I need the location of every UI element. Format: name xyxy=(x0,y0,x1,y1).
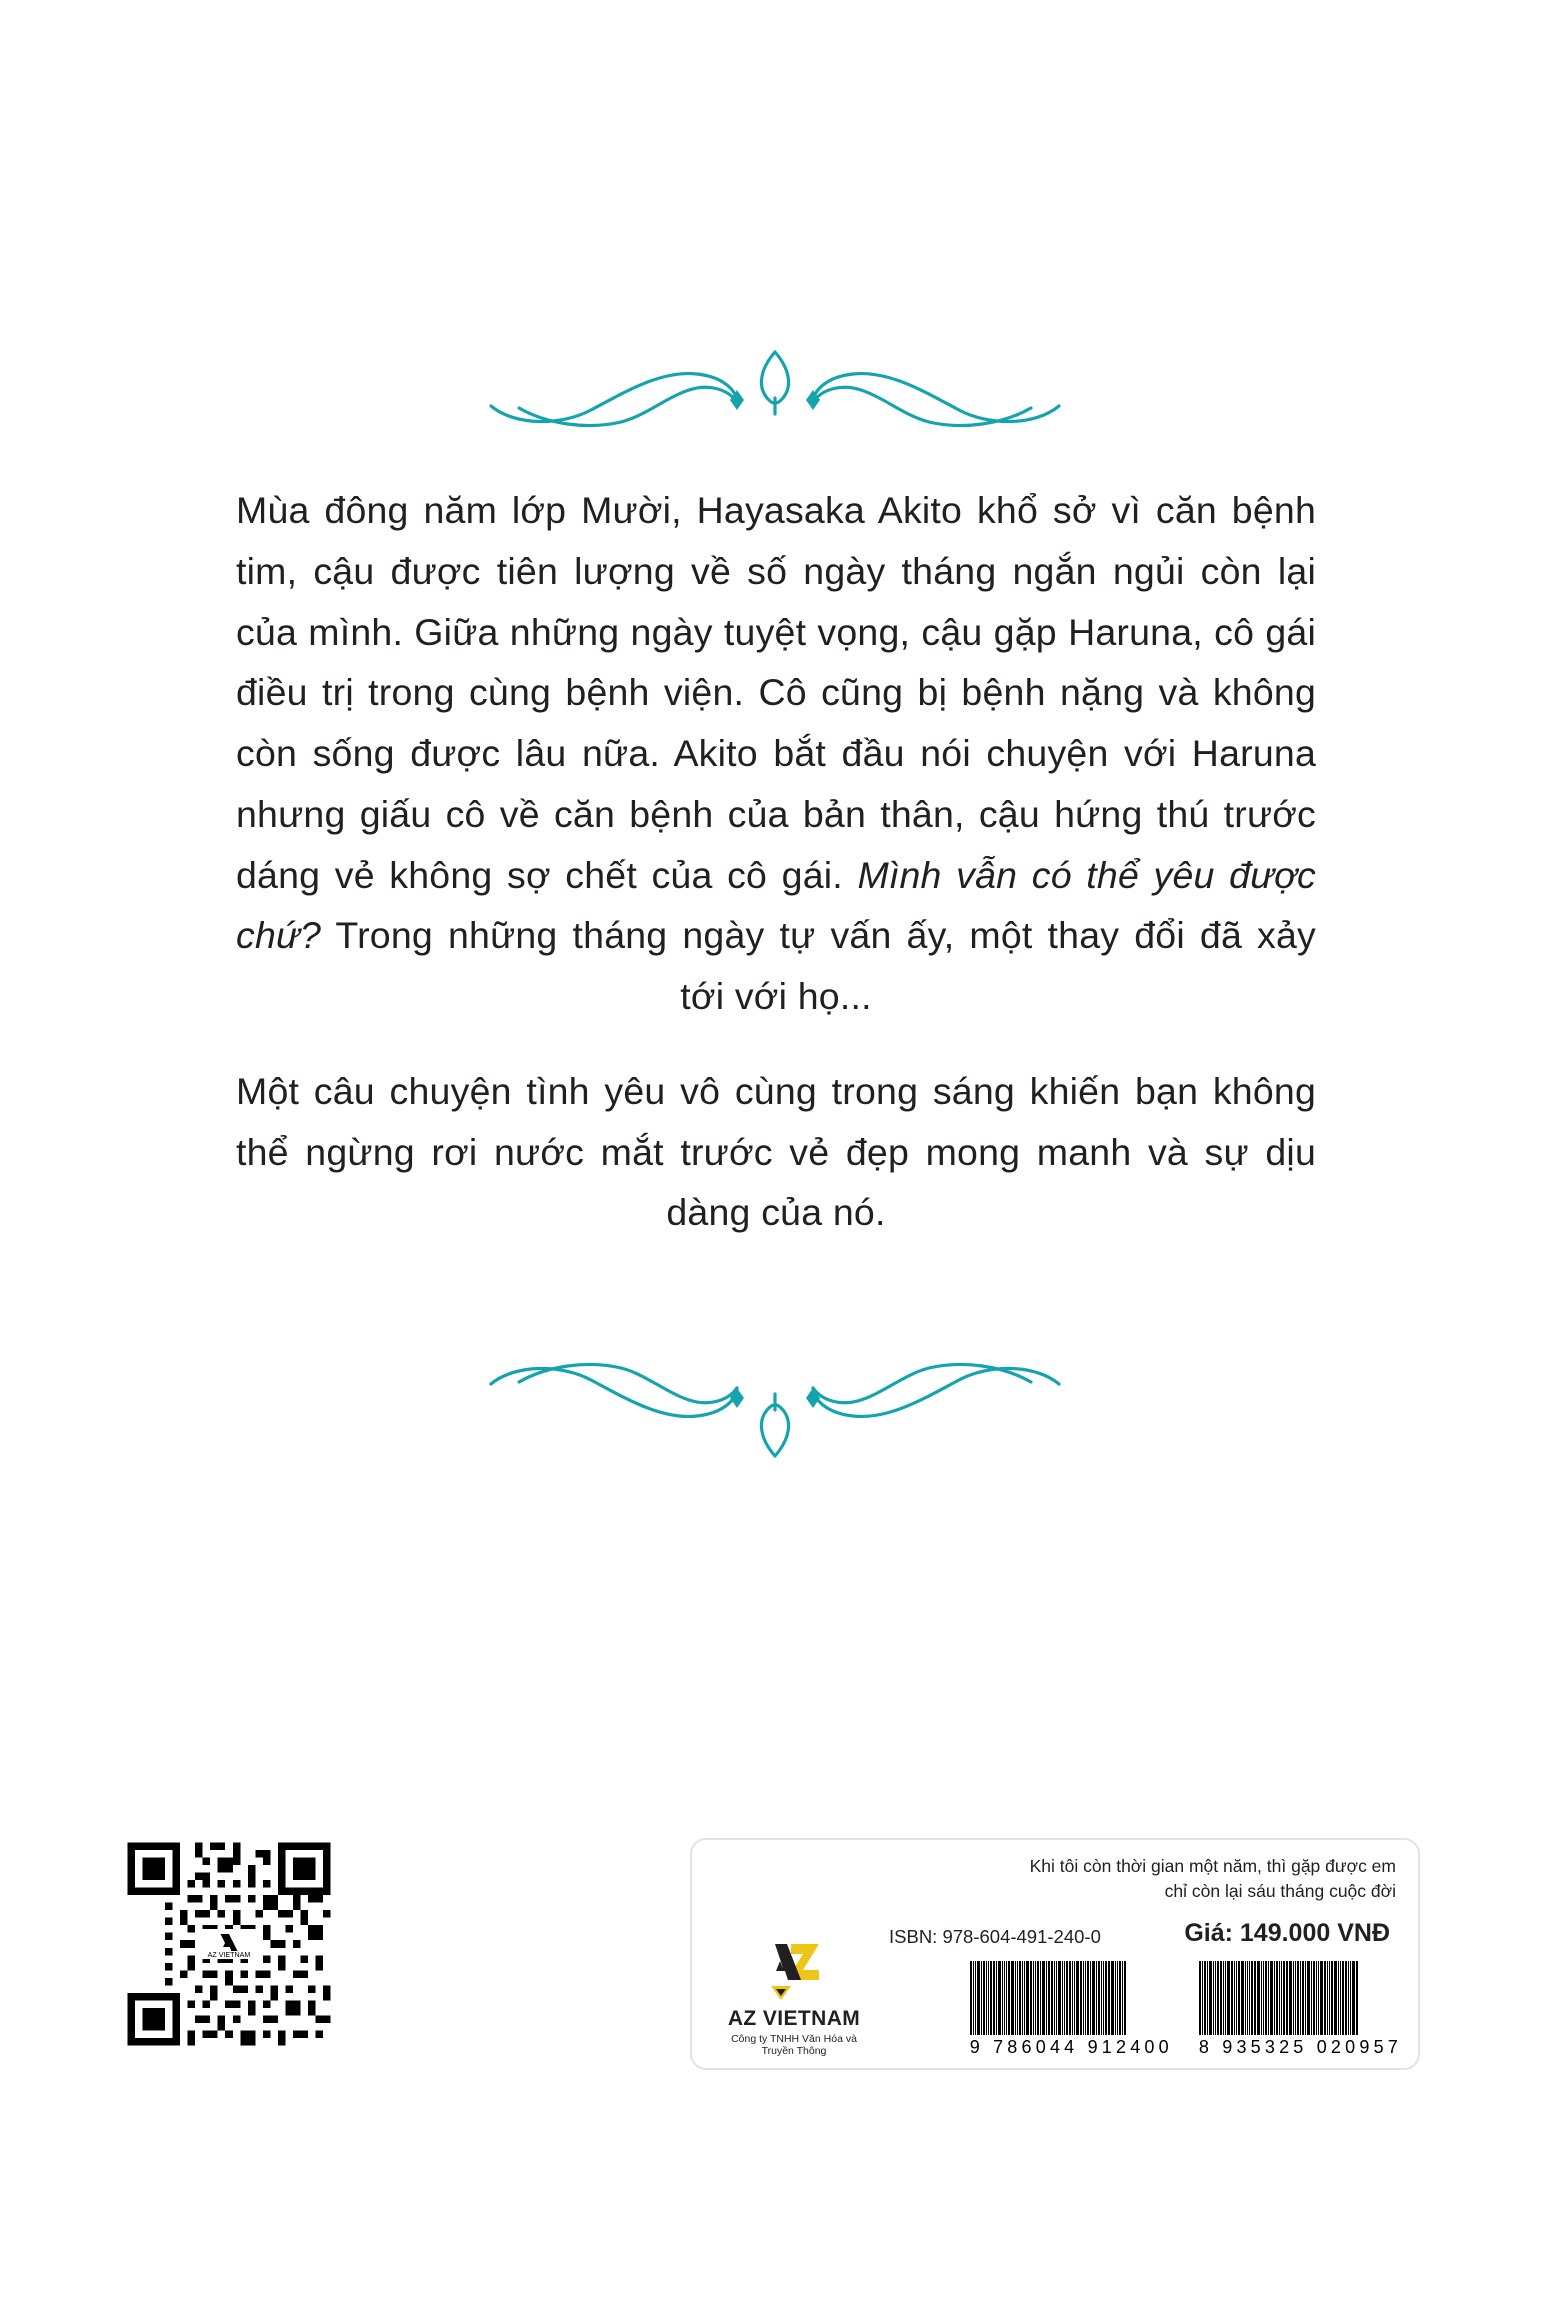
blurb-p1-italic: Mình vẫn có thể yêu được chứ? xyxy=(236,853,1316,957)
barcode-isbn-digits: 9 786044 912400 xyxy=(969,2037,1173,2057)
publisher-subtitle: Công ty TNHH Văn Hóa và Truyền Thông xyxy=(731,2032,857,2058)
book-title-line-2: chỉ còn lại sáu tháng cuộc đời xyxy=(1164,1881,1396,1902)
isbn-price-card xyxy=(690,1838,1420,2070)
flourish-ornament-bottom-icon xyxy=(475,1350,1075,1480)
flourish-ornament-top-icon xyxy=(475,330,1075,440)
barcodes xyxy=(970,1961,1402,2058)
price-text: Giá: 149.000 VNĐ xyxy=(1184,1918,1390,1947)
az-logo-icon xyxy=(757,1940,831,2002)
blurb-p1-part2: Trong những tháng ngày tự vấn ấy, một thay đổi đã xảy tới với họ... xyxy=(321,914,1316,1017)
publisher-block xyxy=(714,1940,874,2058)
book-title-lines xyxy=(714,1854,1396,1905)
qr-code[interactable] xyxy=(120,1835,338,2053)
blurb-text xyxy=(236,480,1316,1243)
barcode-isbn-bars xyxy=(970,1961,1173,2035)
blurb-paragraph-1 xyxy=(236,480,1316,1027)
book-title-line-1: Khi tôi còn thời gian một năm, thì gặp được em xyxy=(1029,1856,1396,1876)
barcode-isbn xyxy=(970,1961,1173,2058)
barcode-ean-digits: 8 935325 020957 xyxy=(1198,2037,1402,2057)
qr-center-label xyxy=(208,1951,251,1959)
publisher-name: AZ VIETNAM xyxy=(727,2006,861,2030)
isbn-text: ISBN: 978-604-491-240-0 xyxy=(889,1925,1101,1947)
barcode-ean-bars xyxy=(1199,1961,1402,2035)
blurb-p1-part1: Mùa đông năm lớp Mười, Hayasaka Akito khổ sở vì căn bệnh tim, cậu được tiên lượng về số ngày tháng ngắn ngủi còn lại của mình. Giữa những ngày tuyệt vọng, cậu gặp Haruna, cô gái điều trị trong cùng bệnh viện. Cô cũng bị bệnh nặng và không còn sống được lâu nữa. Akito bắt đầu nói chuyện với Haruna nhưng giấu cô về căn bệnh của bản thân, cậu hứng thú trước dáng vẻ không sợ chết của cô gái. xyxy=(236,489,1316,896)
blurb-paragraph-2: Một câu chuyện tình yêu vô cùng trong sáng khiến bạn không thể ngừng rơi nước mắt trước vẻ đẹp mong manh và sự dịu dàng của nó. xyxy=(236,1069,1316,1234)
barcode-ean xyxy=(1199,1961,1402,2058)
